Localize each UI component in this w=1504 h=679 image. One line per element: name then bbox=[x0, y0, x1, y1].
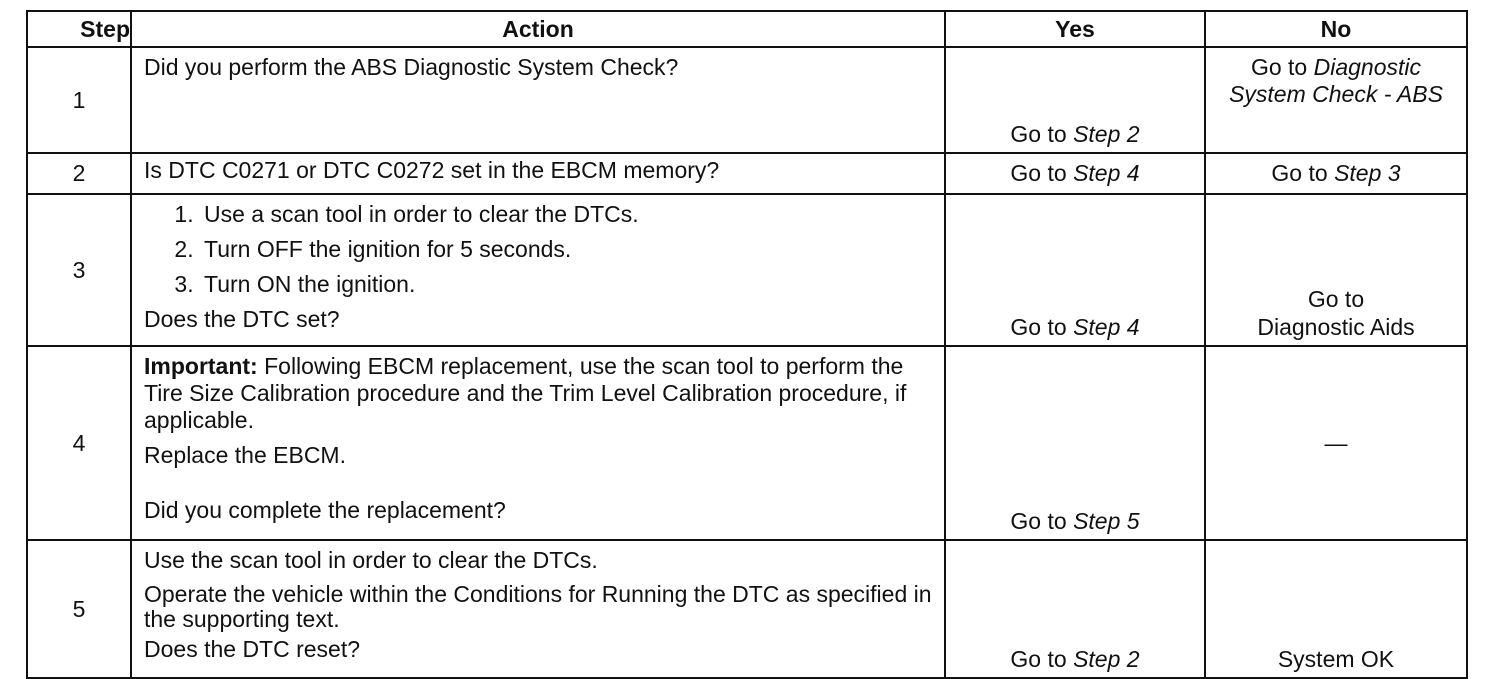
action-cell bbox=[131, 47, 945, 153]
important-text: Following EBCM replacement, use the scan tool to perform the Tire Size Calibration procedure and the Trim Level Calibration procedure, if applicable. bbox=[144, 353, 907, 433]
yes-prefix: Go to bbox=[1010, 508, 1074, 534]
yes-link[interactable] bbox=[952, 314, 1198, 341]
yes-link[interactable] bbox=[952, 646, 1198, 673]
no-prefix: Go to bbox=[1271, 160, 1335, 186]
yes-target: Step 4 bbox=[1073, 160, 1140, 186]
step-number: 3 bbox=[27, 194, 131, 346]
yes-prefix: Go to bbox=[1010, 160, 1074, 186]
no-cell bbox=[1205, 194, 1467, 346]
yes-prefix: Go to bbox=[1010, 314, 1074, 340]
table-row bbox=[27, 194, 1467, 346]
no-target: Diagnostic Aids bbox=[1257, 314, 1415, 340]
action-cell bbox=[131, 153, 945, 194]
yes-link[interactable] bbox=[952, 121, 1198, 148]
no-link[interactable] bbox=[1212, 285, 1460, 341]
no-cell bbox=[1205, 346, 1467, 540]
yes-link[interactable] bbox=[946, 160, 1204, 187]
yes-cell bbox=[945, 47, 1205, 153]
yes-cell bbox=[945, 153, 1205, 194]
no-cell bbox=[1205, 153, 1467, 194]
yes-target: Step 4 bbox=[1073, 314, 1140, 340]
header-yes: Yes bbox=[945, 11, 1205, 47]
action-cell bbox=[131, 346, 945, 540]
action-text: Did you perform the ABS Diagnostic System Check? bbox=[144, 54, 679, 80]
yes-prefix: Go to bbox=[1010, 646, 1074, 672]
action-text: Is DTC C0271 or DTC C0272 set in the EBCM memory? bbox=[144, 157, 720, 183]
action-text: Use the scan tool in order to clear the DTCs. bbox=[144, 547, 598, 573]
yes-cell bbox=[945, 194, 1205, 346]
diagnostic-table bbox=[26, 10, 1468, 679]
no-target: Step 3 bbox=[1334, 160, 1401, 186]
step-number: 4 bbox=[27, 346, 131, 540]
no-prefix: Go to bbox=[1250, 54, 1314, 80]
list-item: 2. Turn OFF the ignition for 5 seconds. bbox=[200, 236, 932, 263]
action-question: Does the DTC reset? bbox=[144, 636, 361, 662]
header-no: No bbox=[1205, 11, 1467, 47]
yes-link[interactable] bbox=[952, 508, 1198, 535]
list-item: 3. Turn ON the ignition. bbox=[200, 271, 932, 298]
yes-cell bbox=[945, 540, 1205, 678]
yes-target: Step 2 bbox=[1073, 121, 1140, 147]
yes-prefix: Go to bbox=[1010, 121, 1074, 147]
action-cell bbox=[131, 540, 945, 678]
action-text: Operate the vehicle within the Conditions for Running the DTC as specified in the supporting text. bbox=[144, 581, 932, 632]
action-text: Replace the EBCM. bbox=[144, 442, 346, 468]
action-steps-list bbox=[144, 201, 932, 298]
no-dash: — bbox=[1324, 429, 1348, 456]
step-number: 1 bbox=[27, 47, 131, 153]
header-step: Step bbox=[27, 11, 131, 47]
table-row bbox=[27, 346, 1467, 540]
step-number: 2 bbox=[27, 153, 131, 194]
table-row bbox=[27, 540, 1467, 678]
yes-cell bbox=[945, 346, 1205, 540]
action-question: Did you complete the replacement? bbox=[144, 497, 506, 523]
table-row bbox=[27, 153, 1467, 194]
list-item: 1. Use a scan tool in order to clear the DTCs. bbox=[200, 201, 932, 228]
no-result: System OK bbox=[1277, 646, 1395, 672]
yes-target: Step 5 bbox=[1073, 508, 1140, 534]
no-link[interactable] bbox=[1212, 54, 1460, 108]
header-row bbox=[27, 11, 1467, 47]
no-target: Diagnostic System Check - ABS bbox=[1229, 54, 1443, 107]
important-note bbox=[144, 353, 932, 434]
action-question: Does the DTC set? bbox=[144, 306, 340, 332]
no-cell bbox=[1205, 540, 1467, 678]
header-action: Action bbox=[131, 11, 945, 47]
important-label: Important: bbox=[144, 353, 258, 379]
step-number: 5 bbox=[27, 540, 131, 678]
yes-target: Step 2 bbox=[1073, 646, 1140, 672]
no-cell bbox=[1205, 47, 1467, 153]
no-prefix: Go to bbox=[1307, 286, 1365, 312]
table-row bbox=[27, 47, 1467, 153]
action-cell bbox=[131, 194, 945, 346]
no-link[interactable] bbox=[1206, 160, 1466, 187]
